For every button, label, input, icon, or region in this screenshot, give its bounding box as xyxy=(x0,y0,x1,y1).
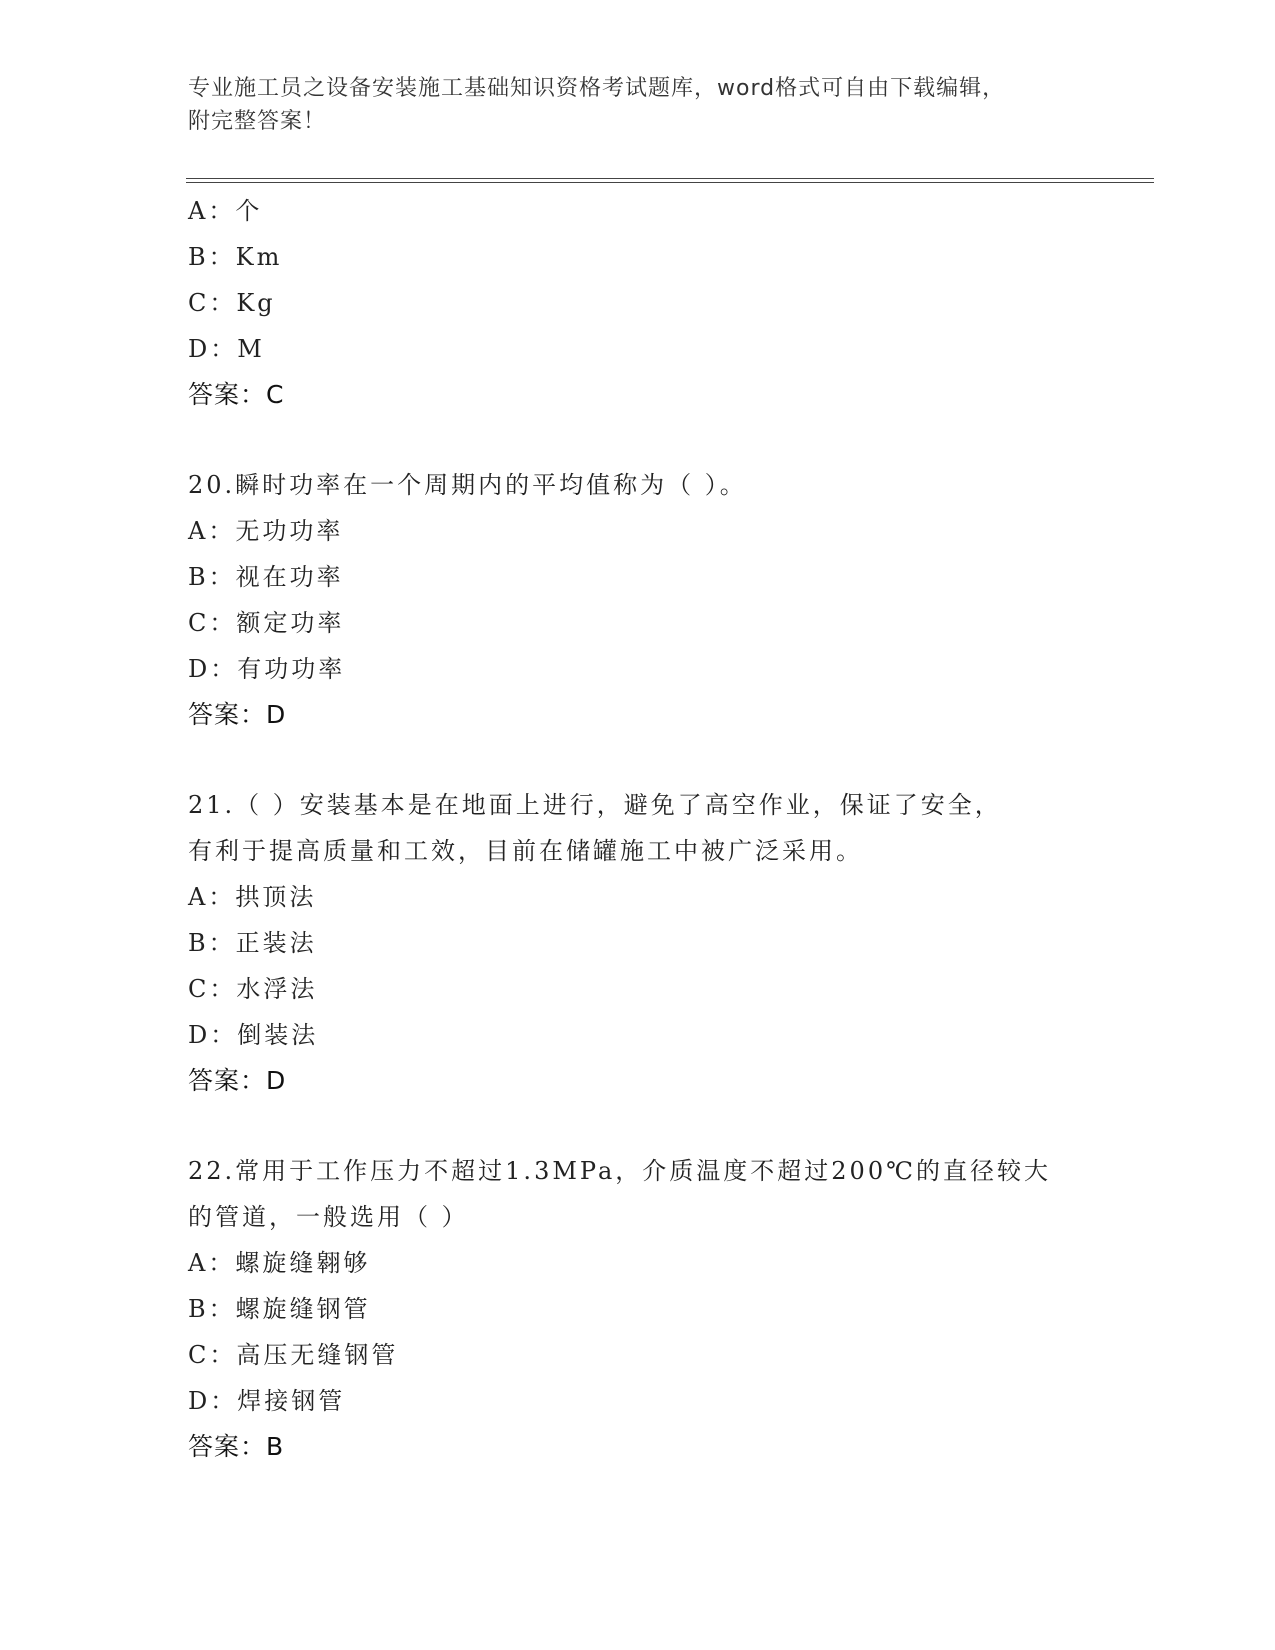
question-list xyxy=(188,188,1088,1470)
option-b: B：螺旋缝钢管 xyxy=(188,1295,371,1323)
answer: 答案：C xyxy=(188,380,285,409)
question-21 xyxy=(188,782,1088,1104)
option-c: C：Kg xyxy=(188,289,276,317)
option-c: C：高压无缝钢管 xyxy=(188,1341,399,1369)
option-d: D：M xyxy=(188,335,265,363)
question-stem xyxy=(188,782,1088,874)
option-b: B：Km xyxy=(188,243,283,271)
option-d: D：倒装法 xyxy=(188,1021,319,1049)
spacer xyxy=(188,1104,1088,1148)
spacer xyxy=(188,738,1088,782)
option-b: B：正装法 xyxy=(188,929,317,957)
header-line-1: 专业施工员之设备安装施工基础知识资格考试题库，word格式可自由下载编辑， xyxy=(188,76,1006,101)
header-divider xyxy=(186,178,1154,183)
option-a: A：个 xyxy=(188,197,263,225)
option-d: D：有功功率 xyxy=(188,655,346,683)
stem-line-1: 22.常用于工作压力不超过1.3MPa，介质温度不超过200℃的直径较大 xyxy=(188,1157,1051,1185)
option-c: C：额定功率 xyxy=(188,609,345,637)
stem-line-2: 的管道，一般选用（ ） xyxy=(188,1203,469,1231)
stem-line-1: 20.瞬时功率在一个周期内的平均值称为（ ）。 xyxy=(188,471,747,499)
header-line-2: 附完整答案！ xyxy=(188,109,327,134)
option-a: A：拱顶法 xyxy=(188,883,317,911)
option-d: D：焊接钢管 xyxy=(188,1387,346,1415)
question-stem xyxy=(188,1148,1088,1240)
question-19 xyxy=(188,188,1088,418)
option-c: C：水浮法 xyxy=(188,975,318,1003)
document-header xyxy=(188,72,1068,138)
option-a: A：无功功率 xyxy=(188,517,344,545)
stem-line-2: 有利于提高质量和工效，目前在储罐施工中被广泛采用。 xyxy=(188,837,863,865)
option-a: A：螺旋缝翱够 xyxy=(188,1249,371,1277)
answer: 答案：B xyxy=(188,1432,285,1461)
spacer xyxy=(188,418,1088,462)
answer: 答案：D xyxy=(188,700,287,729)
question-stem xyxy=(188,462,1088,508)
stem-line-1: 21.（ ）安装基本是在地面上进行，避免了高空作业，保证了安全， xyxy=(188,791,1002,819)
question-20 xyxy=(188,462,1088,738)
question-22 xyxy=(188,1148,1088,1470)
option-b: B：视在功率 xyxy=(188,563,344,591)
answer: 答案：D xyxy=(188,1066,287,1095)
